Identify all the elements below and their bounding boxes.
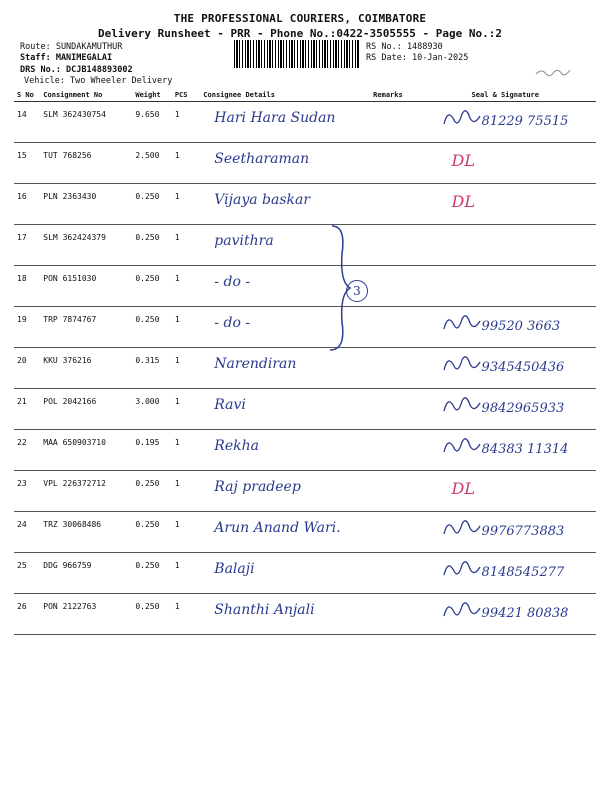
cell-signature [432, 594, 596, 635]
table-row [14, 594, 596, 635]
consignee-handwriting: Balaji [214, 561, 255, 577]
signature-scribble [442, 557, 482, 581]
cell-sno: 15 [14, 143, 40, 184]
cell-consignment-no: MAA 650903710 [40, 430, 132, 471]
cell-signature [432, 512, 596, 553]
cell-consignment-no: POL 2042166 [40, 389, 132, 430]
cell-weight: 0.250 [132, 512, 171, 553]
runsheet-table [14, 89, 596, 635]
cell-signature [432, 430, 596, 471]
cell-weight: 0.250 [132, 266, 171, 307]
cell-remarks [370, 512, 431, 553]
cell-remarks [370, 225, 431, 266]
cell-consignment-no: TRZ 30068486 [40, 512, 132, 553]
consignee-handwriting: Arun Anand Wari. [214, 520, 341, 536]
table-row [14, 102, 596, 143]
table-row [14, 389, 596, 430]
cell-sno: 23 [14, 471, 40, 512]
signature-scribble [442, 311, 482, 335]
cell-consignment-no: TUT 768256 [40, 143, 132, 184]
col-signature: Seal & Signature [432, 89, 596, 102]
cell-remarks [370, 594, 431, 635]
cell-signature [432, 225, 596, 266]
table-row [14, 512, 596, 553]
consignee-handwriting: pavithra [214, 233, 274, 249]
signature-scribble [442, 598, 482, 622]
cell-consignment-no: SLM 362430754 [40, 102, 132, 143]
col-weight: Weight [132, 89, 171, 102]
cell-signature [432, 307, 596, 348]
consignee-handwriting: Hari Hara Sudan [214, 110, 336, 126]
cell-pcs: 1 [172, 389, 200, 430]
cell-signature [432, 184, 596, 225]
company-title: THE PROFESSIONAL COURIERS, COIMBATORE [173, 12, 427, 25]
cell-remarks [370, 307, 431, 348]
phone-number: 81229 75515 [481, 114, 569, 129]
consignee-handwriting: Raj pradeep [214, 479, 301, 495]
cell-weight: 0.315 [132, 348, 171, 389]
table-row [14, 225, 596, 266]
table-header-row [14, 89, 596, 102]
cell-remarks [370, 266, 431, 307]
signature-scribble [442, 516, 482, 540]
consignee-handwriting: - do - [214, 315, 251, 331]
cell-sno: 22 [14, 430, 40, 471]
cell-consignee [200, 389, 370, 430]
cell-remarks [370, 184, 431, 225]
table-row [14, 184, 596, 225]
table-row [14, 430, 596, 471]
col-remarks: Remarks [370, 89, 431, 102]
signature-scribble [442, 434, 482, 458]
cell-sno: 19 [14, 307, 40, 348]
cell-signature [432, 143, 596, 184]
phone-number: 99421 80838 [481, 606, 569, 621]
cell-consignee [200, 184, 370, 225]
col-consignee: Consignee Details [200, 89, 370, 102]
barcode [234, 40, 360, 68]
cell-pcs: 1 [172, 225, 200, 266]
table-row [14, 143, 596, 184]
cell-pcs: 1 [172, 553, 200, 594]
cell-weight: 0.195 [132, 430, 171, 471]
cell-consignee [200, 102, 370, 143]
phone-number: 9842965933 [481, 401, 565, 416]
cell-consignment-no: TRP 7874767 [40, 307, 132, 348]
rs-date: RS Date: 10-Jan-2025 [366, 53, 469, 63]
cell-remarks [370, 389, 431, 430]
cell-weight: 0.250 [132, 225, 171, 266]
consignee-handwriting: Ravi [214, 397, 246, 413]
delivered-mark: DL [451, 192, 475, 211]
signature-scribble [442, 352, 482, 376]
cell-signature [432, 471, 596, 512]
cell-signature [432, 348, 596, 389]
cell-sno: 21 [14, 389, 40, 430]
cell-sno: 24 [14, 512, 40, 553]
cell-consignment-no: SLM 362424379 [40, 225, 132, 266]
group-count-circle: 3 [346, 280, 368, 302]
col-consignment: Consignment No [40, 89, 132, 102]
table-row [14, 266, 596, 307]
consignee-handwriting: Vijaya baskar [214, 192, 311, 208]
col-sno: S No [14, 89, 40, 102]
cell-pcs: 1 [172, 102, 200, 143]
cell-remarks [370, 471, 431, 512]
staff-label: Staff: MANIMEGALAI [20, 53, 113, 63]
cell-sno: 16 [14, 184, 40, 225]
cell-weight: 0.250 [132, 307, 171, 348]
table-row [14, 471, 596, 512]
cell-consignee [200, 594, 370, 635]
cell-remarks [370, 553, 431, 594]
cell-consignee [200, 471, 370, 512]
delivered-mark: DL [451, 479, 475, 498]
cell-signature [432, 389, 596, 430]
cell-sno: 14 [14, 102, 40, 143]
cell-weight: 0.250 [132, 594, 171, 635]
table-row [14, 553, 596, 594]
cell-remarks [370, 143, 431, 184]
cell-consignee [200, 512, 370, 553]
cell-weight: 0.250 [132, 184, 171, 225]
phone-number: 9976773883 [481, 524, 565, 539]
cell-consignment-no: DDG 966759 [40, 553, 132, 594]
cell-consignee [200, 143, 370, 184]
signature-scribble [442, 393, 482, 417]
cell-weight: 9.650 [132, 102, 171, 143]
cell-pcs: 1 [172, 430, 200, 471]
cell-pcs: 1 [172, 348, 200, 389]
cell-pcs: 1 [172, 266, 200, 307]
cell-pcs: 1 [172, 307, 200, 348]
cell-weight: 0.250 [132, 553, 171, 594]
phone-number: 9345450436 [481, 360, 565, 375]
cell-weight: 3.000 [132, 389, 171, 430]
cell-pcs: 1 [172, 471, 200, 512]
col-pcs: PCS [172, 89, 200, 102]
phone-number: 84383 11314 [481, 442, 569, 457]
cell-consignment-no: PON 6151030 [40, 266, 132, 307]
delivered-mark: DL [451, 151, 475, 170]
cell-consignment-no: PON 2122763 [40, 594, 132, 635]
consignee-handwriting: Seetharaman [214, 151, 310, 167]
cell-pcs: 1 [172, 594, 200, 635]
runsheet-title: Delivery Runsheet - PRR - Phone No.:0422-3505555 - Page No.:2 [98, 27, 502, 40]
cell-consignee [200, 430, 370, 471]
cell-consignment-no: PLN 2363430 [40, 184, 132, 225]
vehicle-label: Vehicle: Two Wheeler Delivery [24, 76, 173, 86]
cell-consignee [200, 348, 370, 389]
cell-consignee [200, 553, 370, 594]
cell-weight: 0.250 [132, 471, 171, 512]
consignee-handwriting: Shanthi Anjali [214, 602, 315, 618]
consignee-handwriting: Narendiran [214, 356, 297, 372]
pen-scribble [534, 66, 574, 80]
cell-consignment-no: KKU 376216 [40, 348, 132, 389]
cell-sno: 17 [14, 225, 40, 266]
cell-sno: 20 [14, 348, 40, 389]
cell-consignment-no: VPL 226372712 [40, 471, 132, 512]
drs-label: DRS No.: DCJB148893002 [20, 65, 133, 75]
cell-weight: 2.500 [132, 143, 171, 184]
cell-pcs: 1 [172, 143, 200, 184]
cell-pcs: 1 [172, 512, 200, 553]
consignee-handwriting: - do - [214, 274, 251, 290]
cell-remarks [370, 102, 431, 143]
cell-sno: 18 [14, 266, 40, 307]
consignee-handwriting: Rekha [214, 438, 259, 454]
cell-remarks [370, 348, 431, 389]
cell-pcs: 1 [172, 184, 200, 225]
phone-number: 8148545277 [481, 565, 565, 580]
signature-scribble [442, 106, 482, 130]
cell-remarks [370, 430, 431, 471]
table-row [14, 348, 596, 389]
cell-signature [432, 266, 596, 307]
route-label: Route: SUNDAKAMUTHUR [20, 42, 123, 52]
table-row [14, 307, 596, 348]
cell-sno: 26 [14, 594, 40, 635]
cell-signature [432, 102, 596, 143]
rs-number: RS No.: 1488930 [366, 42, 443, 52]
cell-sno: 25 [14, 553, 40, 594]
cell-signature [432, 553, 596, 594]
phone-number: 99520 3663 [481, 319, 561, 334]
